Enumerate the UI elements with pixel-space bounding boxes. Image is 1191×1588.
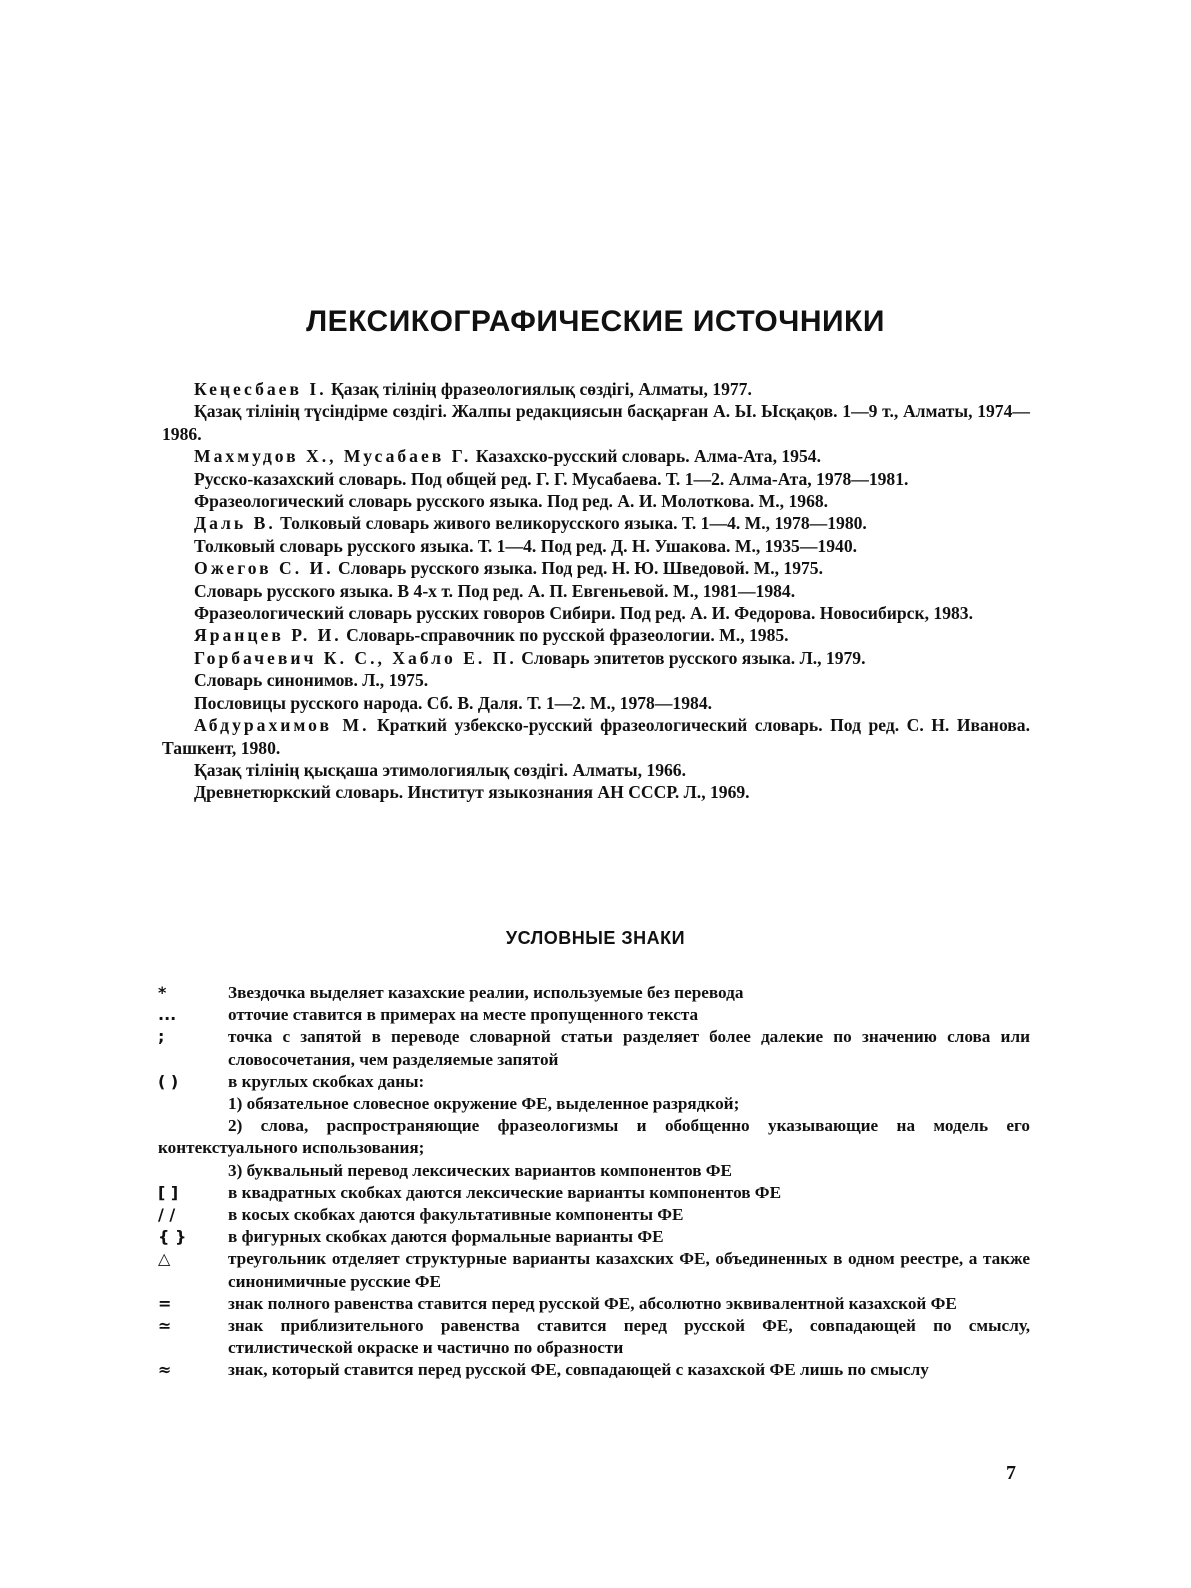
page-title: ЛЕКСИКОГРАФИЧЕСКИЕ ИСТОЧНИКИ	[306, 305, 885, 338]
author-name: Даль В.	[194, 513, 276, 534]
legend-item	[158, 1204, 1030, 1226]
legend-title: УСЛОВНЫЕ ЗНАКИ	[505, 928, 686, 948]
legend-item	[158, 1293, 1030, 1315]
ellipsis-symbol: ...	[158, 1005, 177, 1025]
legend-item	[158, 1182, 1030, 1204]
slashes-symbol: / /	[158, 1205, 176, 1225]
approx-equal-symbol: ≃	[158, 1316, 172, 1336]
author-name: Яранцев Р. И.	[194, 625, 342, 646]
legend-list	[158, 982, 1030, 1382]
curly-brackets-symbol: { }	[158, 1227, 187, 1247]
list-item: Даль В. Толковый словарь живого великорусского языка. Т. 1—4. М., 1978—1980.	[194, 513, 867, 534]
list-item: Древнетюркский словарь. Институт языкознания АН СССР. Л., 1969.	[194, 782, 750, 803]
author-name: Горбачевич К. С., Хабло Е. П.	[194, 647, 517, 668]
sources-list	[162, 378, 1030, 804]
triangle-icon: △	[158, 1249, 171, 1269]
legend-description: знак, который ставится перед русской ФЕ, совпадающей с казахской ФЕ лишь по смыслу	[228, 1360, 929, 1380]
list-item: Словарь русского языка. В 4-х т. Под ред. А. П. Евгеньевой. М., 1981—1984.	[194, 580, 796, 601]
almost-equal-symbol: ≈	[158, 1360, 172, 1380]
list-item: Махмудов Х., Мусабаев Г. Казахско-русский словарь. Алма-Ата, 1954.	[194, 446, 821, 467]
legend-subitem: 1) обязательное словесное окружение ФЕ, выделенное разрядкой;	[228, 1094, 740, 1114]
page-number: 7	[1006, 1462, 1016, 1484]
legend-subitem: 3) буквальный перевод лексических вариантов компонентов ФЕ	[228, 1160, 732, 1180]
legend-description: в косых скобках даются факультативные компоненты ФЕ	[228, 1205, 684, 1225]
legend-description: знак приблизительного равенства ставится перед русской ФЕ, совпадающей по смыслу, стилистической окраске и частично по образности	[228, 1316, 1030, 1358]
list-item: Русско-казахский словарь. Под общей ред. Г. Г. Мусабаева. Т. 1—2. Алма-Ата, 1978—1981.	[194, 468, 909, 489]
equals-symbol: =	[158, 1293, 172, 1313]
list-item: Фразеологический словарь русских говоров Сибири. Под ред. А. И. Федорова. Новосибирск, 1983.	[194, 603, 973, 624]
legend-description: знак полного равенства ставится перед русской ФЕ, абсолютно эквивалентной казахской ФЕ	[228, 1293, 957, 1313]
author-name: Ожегов С. И.	[194, 558, 334, 579]
list-item: Ожегов С. И. Словарь русского языка. Под ред. Н. Ю. Шведовой. М., 1975.	[194, 558, 823, 579]
legend-description: в круглых скобках даны:	[228, 1071, 425, 1091]
author-name: Абдурахимов М.	[194, 715, 370, 736]
list-item: Қазақ тілінің қысқаша этимологиялық сөздігі. Алматы, 1966.	[194, 759, 686, 780]
legend-description: точка с запятой в переводе словарной статьи разделяет более далекие по значению слова или словосочетания, чем разделяемые запятой	[228, 1027, 1030, 1069]
round-brackets-symbol: ( )	[158, 1071, 179, 1091]
legend-item	[158, 1359, 1030, 1381]
legend-item	[158, 982, 1030, 1004]
legend-description: Звездочка выделяет казахские реалии, используемые без перевода	[228, 983, 744, 1002]
asterisk-symbol: *	[158, 983, 167, 1002]
list-item: Горбачевич К. С., Хабло Е. П. Словарь эпитетов русского языка. Л., 1979.	[194, 647, 866, 668]
list-item: Словарь синонимов. Л., 1975.	[194, 670, 429, 691]
author-name: Кеңесбаев І.	[194, 379, 327, 399]
legend-description: в квадратных скобках даются лексические варианты компонентов ФЕ	[228, 1182, 782, 1202]
legend-description: в фигурных скобках даются формальные варианты ФЕ	[228, 1227, 664, 1247]
legend-item	[158, 1248, 1030, 1292]
author-name: Махмудов Х., Мусабаев Г.	[194, 446, 472, 467]
square-brackets-symbol: [ ]	[158, 1182, 179, 1202]
list-item: Қазақ тілінің түсіндірме сөздігі. Жалпы редакциясын басқарған А. Ы. Ысқақов. 1—9 т., Алматы, 1974—1986.	[162, 401, 1030, 444]
list-item: Пословицы русского народа. Сб. В. Даля. Т. 1—2. М., 1978—1984.	[194, 692, 713, 713]
list-item: Фразеологический словарь русского языка. Под ред. А. И. Молоткова. М., 1968.	[194, 491, 829, 512]
legend-item	[158, 1071, 1030, 1182]
legend-item	[158, 1004, 1030, 1026]
list-item: Яранцев Р. И. Словарь-справочник по русской фразеологии. М., 1985.	[194, 625, 789, 646]
legend-subitem: 2) слова, распространяющие фразеологизмы и обобщенно указывающие на модель его контекстуального использования;	[158, 1116, 1030, 1158]
semicolon-symbol: ;	[158, 1027, 165, 1047]
legend-description: треугольник отделяет структурные варианты казахских ФЕ, объединенных в одном реестре, а также синонимичные русские ФЕ	[228, 1249, 1030, 1291]
legend-item	[158, 1315, 1030, 1359]
legend-item	[158, 1226, 1030, 1248]
list-item: Кеңесбаев І. Қазақ тілінің фразеологиялық сөздігі, Алматы, 1977.	[194, 379, 752, 399]
list-item: Толковый словарь русского языка. Т. 1—4. Под ред. Д. Н. Ушакова. М., 1935—1940.	[194, 535, 858, 556]
list-item: Абдурахимов М. Краткий узбекско-русский фразеологический словарь. Под ред. С. Н. Иванова. Ташкент, 1980.	[162, 715, 1030, 758]
legend-description: отточие ставится в примерах на месте пропущенного текста	[228, 1005, 699, 1025]
legend-item	[158, 1026, 1030, 1070]
